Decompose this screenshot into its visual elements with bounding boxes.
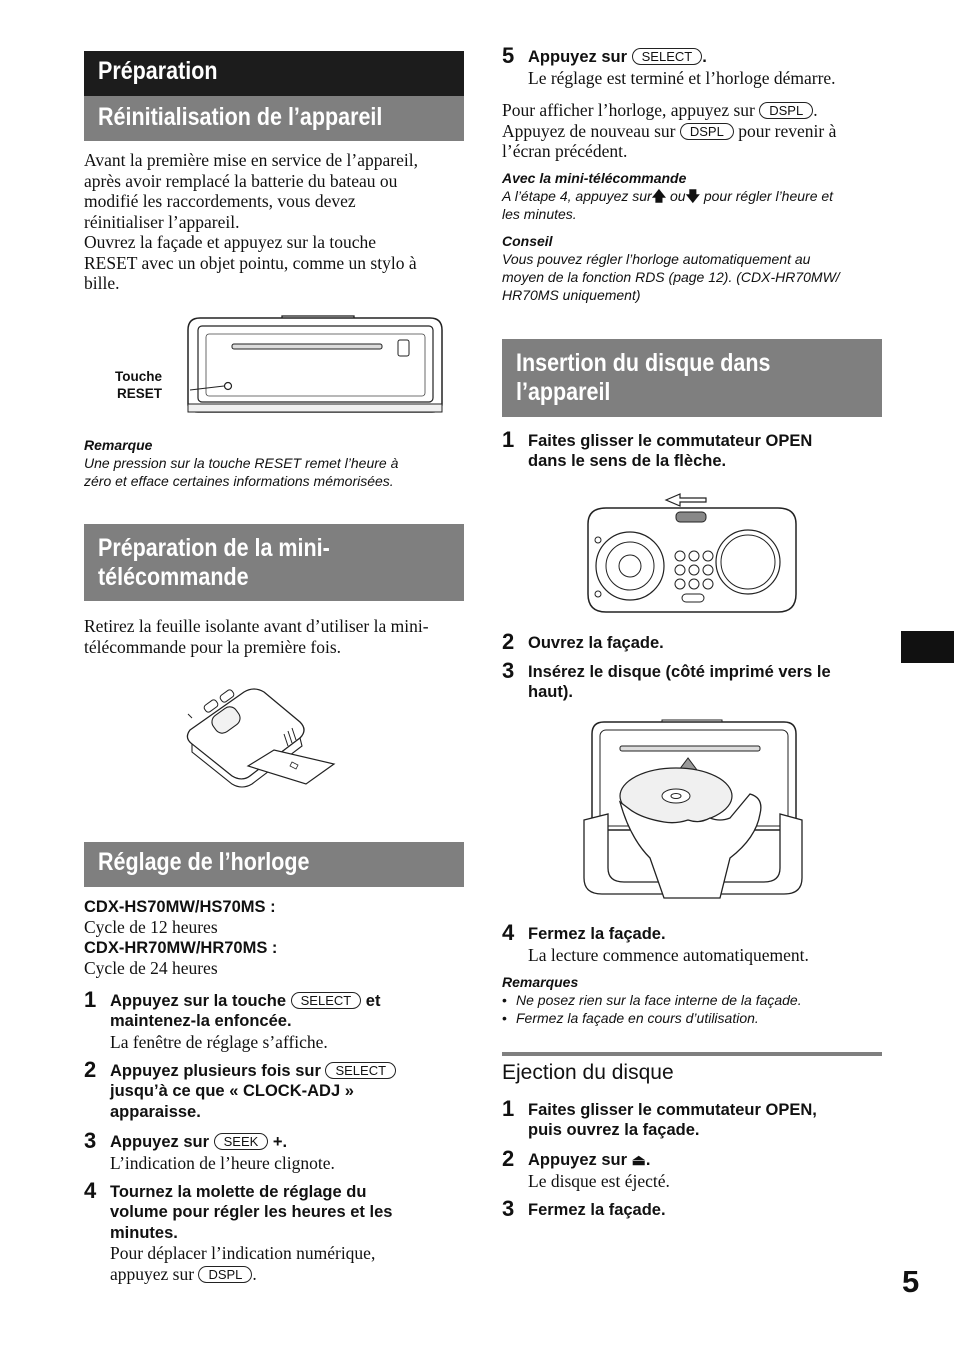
select-key: SELECT xyxy=(325,1062,396,1079)
reset-title: Réinitialisation de l’appareil xyxy=(84,96,464,141)
clock-models: CDX-HS70MW/HS70MS : Cycle de 12 heures CDX-HR70MW/HR70MS : Cycle de 24 heures xyxy=(84,898,278,978)
remote-note: Avec la mini-télécommande A l’étape 4, appuyez sur🡅 ou🡇 pour régler l’heure et les minutes. xyxy=(502,170,834,222)
open-switch-illustration xyxy=(584,490,800,616)
down-arrow-icon: 🡇 xyxy=(685,188,700,204)
remote-paragraph: Retirez la feuille isolante avant d’utiliser la mini- télécommande pour la première fois. xyxy=(84,616,429,657)
reset-unit-illustration xyxy=(170,312,460,418)
eject-icon: ⏏ xyxy=(631,1152,646,1169)
eject-divider xyxy=(502,1052,882,1056)
section-header: Préparation xyxy=(84,51,464,96)
tip-note: Conseil Vous pouvez régler l’horloge automatiquement au moyen de la fonction RDS (page 12). (CDX-HR70MW/ HR70MS uniquement) xyxy=(502,233,840,303)
up-arrow-icon: 🡅 xyxy=(651,188,667,204)
dspl-key: DSPL xyxy=(759,102,813,119)
eject-step-3: 3 Fermez la façade. xyxy=(502,1196,666,1221)
eject-step-1: 1 Faites glisser le commutateur OPEN, puis ouvrez la façade. xyxy=(502,1096,817,1139)
list-item: • Fermez la façade en cours d’utilisation. xyxy=(502,1010,759,1026)
page-number: 5 xyxy=(902,1264,920,1299)
clock-step-4: 4 Tournez la molette de réglage du volume pour régler les heures et les minutes. Pour déplacer l’indication numérique, appuyez sur DSPL . xyxy=(84,1178,393,1284)
reset-figure-label: Touche RESET xyxy=(115,369,162,401)
reset-note: Remarque Une pression sur la touche RESET remet l’heure à zéro et efface certaines informations mémorisées. xyxy=(84,437,399,489)
insert-step-3: 3 Insérez le disque (côté imprimé vers le haut). xyxy=(502,658,831,701)
clock-title: Réglage de l’horloge xyxy=(84,842,464,887)
clock-step-2: 2 Appuyez plusieurs fois sur SELECT jusqu’à ce que « CLOCK-ADJ » apparaisse. xyxy=(84,1061,464,1125)
reset-paragraph: Avant la première mise en service de l’appareil, après avoir remplacé la batterie du bateau ou modifié les raccordements, vous devez réinitialiser l’appareil. Ouvrez la façade et appuyez sur la touche RESET avec un objet pointu, comme un stylo à bille. xyxy=(84,150,418,293)
language-tab xyxy=(901,631,954,663)
dspl-key: DSPL xyxy=(198,1266,252,1283)
seek-key: SEEK xyxy=(214,1133,269,1150)
dspl-key: DSPL xyxy=(680,123,734,140)
clock-step-1: 1 Appuyez sur la touche SELECT et maintenez-la enfoncée. La fenêtre de réglage s’affiche. xyxy=(84,987,381,1052)
select-key: SELECT xyxy=(632,48,703,65)
eject-step-2: 2 Appuyez sur ⏏. Le disque est éjecté. xyxy=(502,1146,670,1191)
list-item: • Ne posez rien sur la face interne de la façade. xyxy=(502,992,802,1008)
display-paragraph: Pour afficher l’horloge, appuyez sur DSPL . Appuyez de nouveau sur DSPL pour revenir à l’écran précédent. xyxy=(502,100,837,161)
insert-title: Insertion du disque dans l’appareil xyxy=(502,339,882,417)
clock-step-3: 3 Appuyez sur SEEK +. L’indication de l’heure clignote. xyxy=(84,1128,335,1173)
select-key: SELECT xyxy=(291,992,362,1009)
eject-title: Ejection du disque xyxy=(502,1061,674,1084)
remote-title: Préparation de la mini- télécommande xyxy=(84,524,464,601)
insert-step-4: 4 Fermez la façade. La lecture commence automatiquement. xyxy=(502,920,809,965)
remote-illustration xyxy=(184,684,340,788)
insert-step-1: 1 Faites glisser le commutateur OPEN dans le sens de la flèche. xyxy=(502,427,813,470)
clock-step-5: 5 Appuyez sur SELECT . Le réglage est terminé et l’horloge démarre. xyxy=(502,43,836,88)
disc-insertion-illustration xyxy=(580,718,806,904)
insert-notes: Remarques • Ne posez rien sur la face interne de la façade. • Fermez la façade en cours d’utilisation. xyxy=(502,973,892,1027)
insert-step-2: 2 Ouvrez la façade. xyxy=(502,629,664,654)
